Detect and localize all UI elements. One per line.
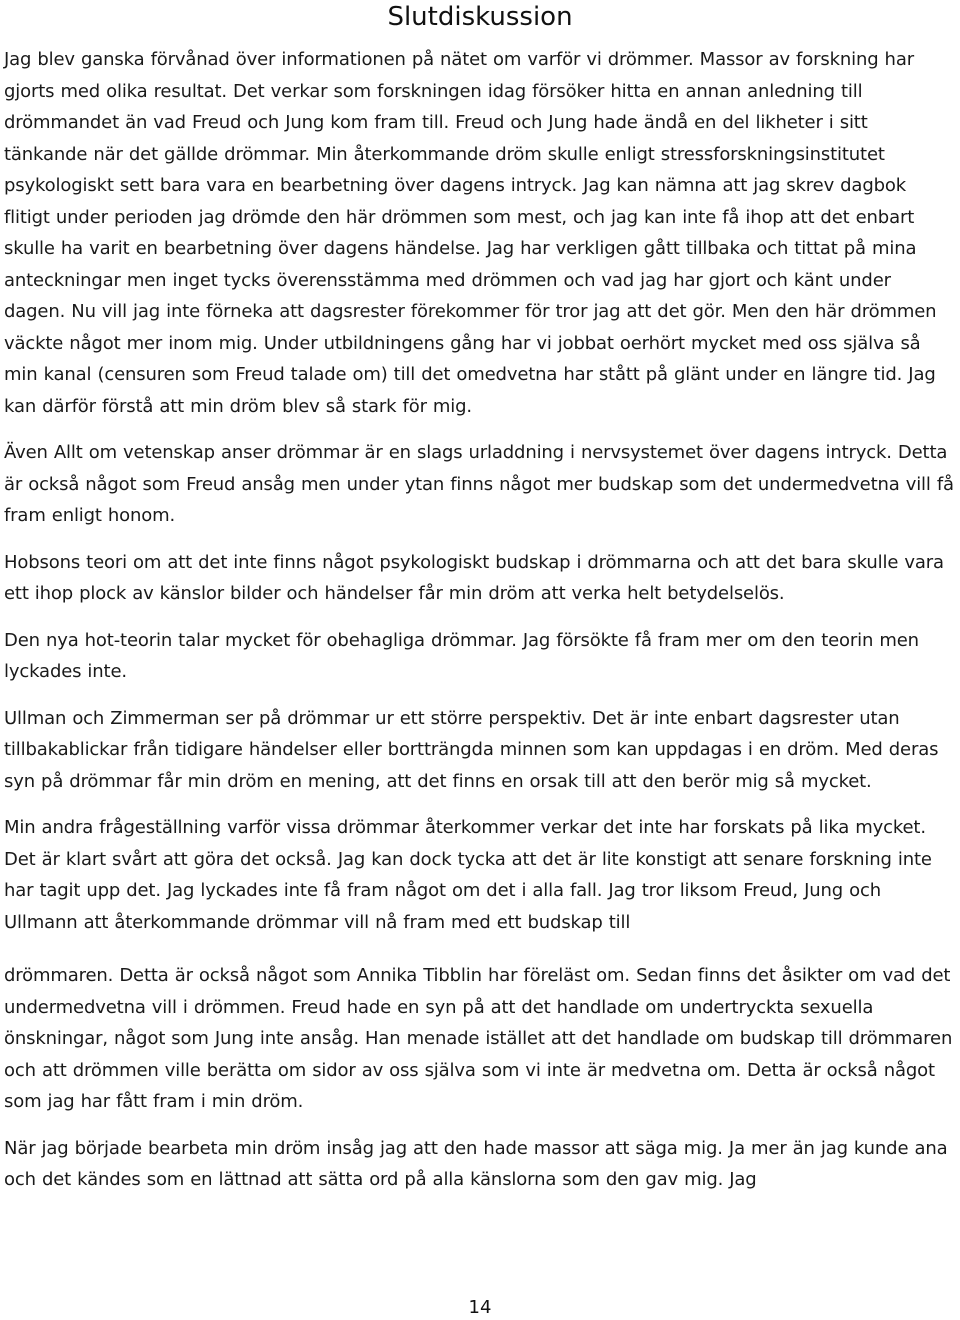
paragraph: Den nya hot-teorin talar mycket för obehagliga drömmar. Jag försökte få fram mer om den teorin men lyckades inte. xyxy=(4,629,919,682)
page-number: 14 xyxy=(468,1297,492,1318)
paragraph: Även Allt om vetenskap anser drömmar är en slags urladdning i nervsystemet över dagens intryck. Detta är också något som Freud ansåg men under ytan finns något mer budskap som det undermedvetna vill få fram enligt honom. xyxy=(4,442,954,526)
paragraph: Ullman och Zimmerman ser på drömmar ur ett större perspektiv. Det är inte enbart dagsrester utan tillbakablickar från tidigare händelser eller bortträngda minnen som kan uppdagas i en dröm. Med deras syn på drömmar får min dröm en mening, att det finns en orsak till att den berör mig så mycket. xyxy=(4,707,939,792)
body-text xyxy=(4,44,956,1196)
paragraph: Jag blev ganska förvånad över informationen på nätet om varför vi drömmer. Massor av forskning har gjorts med olika resultat. Det verkar som forskningen idag försöker hitta en annan anledning till drömmandet än vad Freud och Jung kom fram till. Freud och Jung hade ändå en del likheter i sitt tänkande när det gällde drömmar. Min återkommande dröm skulle enligt stressforskningsinstitutet psykologiskt sett bara vara en bearbetning över dagens intryck. Jag kan nämna att jag skrev dagbok flitigt under perioden jag drömde den här drömmen som mest, och jag kan inte få ihop att det enbart skulle ha varit en bearbetning över dagens händelse. Jag har verkligen gått tillbaka och tittat på mina anteckningar men inget tycks överensstämma med drömmen och vad jag har gjort och känt under dagen. Nu vill jag inte förneka att dagsrester förekommer för tror jag att det gör. Men den här drömmen väckte något mer inom mig. Under utbildningens gång har vi jobbat oerhört mycket med oss själva så min kanal (censuren som Freud talade om) till det omedvetna har stått på glänt under en längre tid. Jag kan därför förstå att min dröm blev så stark för mig. xyxy=(4,49,937,417)
paragraph: Min andra frågeställning varför vissa drömmar återkommer verkar det inte har forskats på lika mycket. Det är klart svårt att göra det också. Jag kan dock tycka att det är lite konstigt att senare forskning inte har tagit upp det. Jag lyckades inte få fram något om det i alla fall. Jag tror liksom Freud, Jung och Ullmann att återkommande drömmar vill nå fram med ett budskap till xyxy=(4,817,932,933)
paragraph: Hobsons teori om att det inte finns något psykologiskt budskap i drömmarna och att det bara skulle vara ett ihop plock av känslor bilder och händelser får min dröm att verka helt betydelselös. xyxy=(4,551,944,604)
paragraph: drömmaren. Detta är också något som Annika Tibblin har föreläst om. Sedan finns det åsikter om vad det undermedvetna vill i drömmen. Freud hade en syn på att det handlade om undertryckta sexuella önskningar, något som Jung inte ansåg. Han menade istället att det handlade om budskap till drömmaren och att drömmen ville berätta om sidor av oss själva som vi inte är medvetna om. Detta är också något som jag har fått fram i min dröm. xyxy=(4,965,953,1112)
paragraph: När jag började bearbeta min dröm insåg jag att den hade massor att säga mig. Ja mer än jag kunde ana och det kändes som en lättnad att sätta ord på alla känslorna som den gav mig. Jag xyxy=(4,1137,948,1190)
page-title: Slutdiskussion xyxy=(387,2,573,32)
